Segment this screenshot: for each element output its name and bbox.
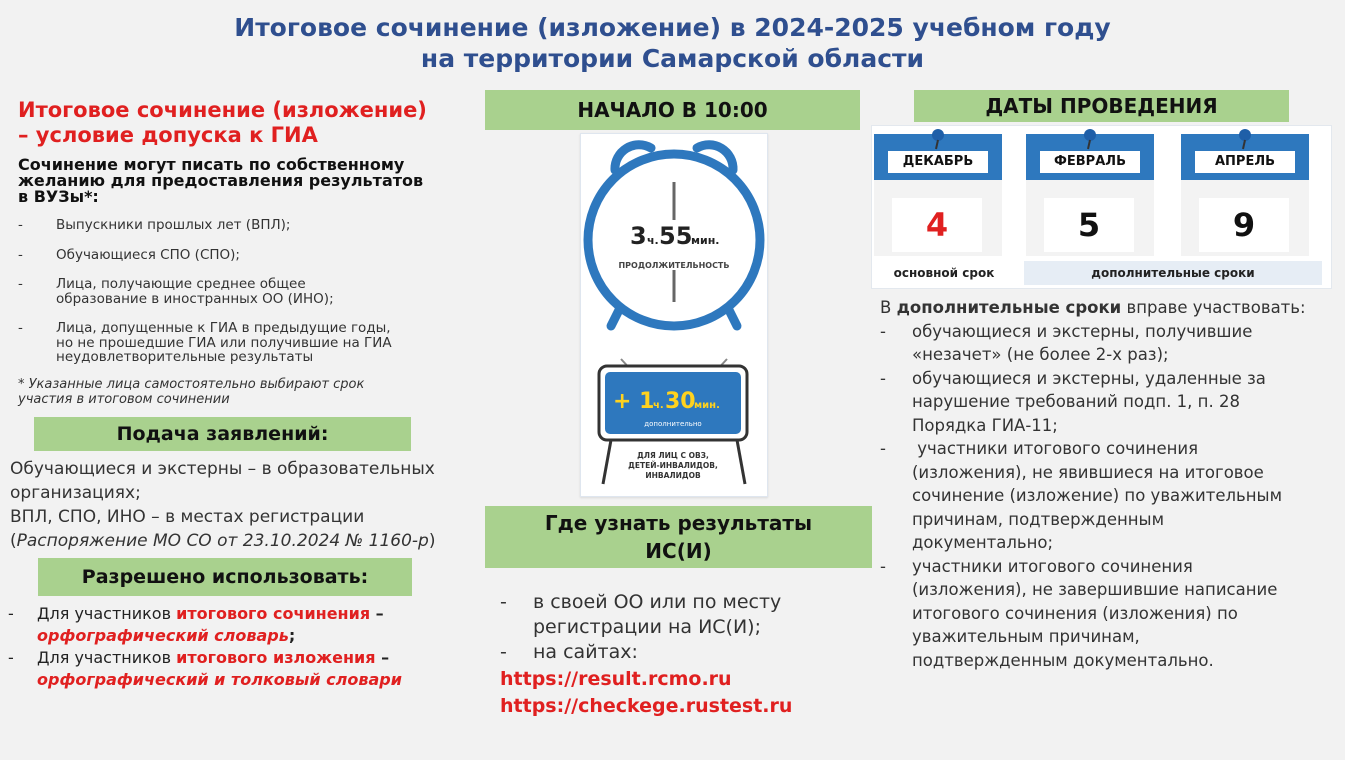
list-item-line: участники итогового сочинения [912, 556, 1193, 576]
hours-unit: ч. [647, 234, 659, 247]
paren-open: ( [10, 531, 17, 551]
text: – [375, 648, 390, 667]
list-item-line: Обучающиеся СПО (СПО); [56, 246, 240, 263]
list-item-line: (изложения), не завершившие написание [912, 580, 1278, 599]
list-item-line: в своей ОО или по месту [533, 591, 782, 613]
admission-heading-line-2: – условие допуска к ГИА [18, 123, 318, 147]
list-item-line [37, 625, 478, 647]
dates-calendar-panel [871, 125, 1332, 289]
submit-heading: Подача заявлений: [34, 417, 411, 451]
alarm-clock-icon [581, 134, 767, 496]
list-item-line: но не прошедшие ГИА или получившие на ГИА [56, 334, 392, 351]
page-title [0, 12, 1345, 74]
list-item-line: обучающиеся и экстерны, получившие [912, 321, 1253, 341]
dates-heading: ДАТЫ ПРОВЕДЕНИЯ [914, 90, 1289, 122]
text: ; [288, 626, 296, 645]
extra-terms-label: дополнительные сроки [1024, 261, 1322, 285]
calendar-card-february [1026, 134, 1154, 256]
dash-marker: - [8, 648, 14, 667]
results-list [500, 590, 845, 665]
list-item-line: Порядка ГИА-11; [912, 415, 1058, 435]
list-item [500, 640, 845, 665]
list-item [18, 248, 473, 263]
extra-minutes-unit: мин. [694, 400, 720, 411]
calendar-day: 5 [1044, 198, 1134, 252]
results-heading [485, 506, 872, 568]
list-item-line: образование в иностранных ОО (ИНО); [56, 290, 334, 307]
title-line-1: Итоговое сочинение (изложение) в 2024-2025 учебном году [234, 13, 1111, 42]
presentation-highlight: итогового изложения [176, 648, 376, 667]
list-item-line: уважительным причинам, [912, 627, 1140, 646]
text: В [880, 298, 897, 317]
dash-marker: - [18, 276, 23, 292]
minutes-unit: мин. [691, 234, 720, 247]
extra-for-line-2: ДЕТЕЙ-ИНВАЛИДОВ, [628, 461, 718, 470]
extra-terms-list [880, 320, 1340, 673]
dash-marker: - [500, 591, 507, 613]
pushpin-icon [1082, 128, 1098, 150]
duration-infographic [580, 133, 768, 497]
extra-terms-info [880, 296, 1340, 672]
list-item-line: участники итогового сочинения [912, 439, 1199, 458]
pushpin-icon [1237, 128, 1253, 150]
list-item-line: Лица, допущенные к ГИА в предыдущие годы, [56, 320, 391, 336]
submit-text [10, 457, 488, 553]
footnote-line-1: * Указанные лица самостоятельно выбирают срок [18, 377, 365, 392]
extra-for-line-1: ДЛЯ ЛИЦ С ОВЗ, [637, 451, 709, 460]
submit-line-1: Обучающиеся и экстерны – в образовательных [10, 459, 435, 479]
dash-marker: - [18, 246, 23, 263]
paren-close: ) [428, 531, 436, 551]
results-link-checkege[interactable]: https://checkege.rustest.ru [500, 695, 793, 717]
list-item-line [37, 669, 478, 691]
list-item-line [37, 647, 478, 669]
admission-heading [18, 98, 468, 148]
calendar-card-april [1181, 134, 1309, 256]
dash-marker: - [18, 320, 23, 336]
order-reference: Распоряжение МО СО от 23.10.2024 № 1160-р [16, 531, 429, 551]
list-item-line: причинам, подтвержденным [912, 509, 1165, 529]
extra-minutes: 30 [665, 389, 696, 414]
list-item-line: «незачет» (не более 2-х раз); [912, 345, 1169, 364]
allowed-list [8, 603, 478, 691]
list-item [880, 437, 1340, 555]
list-item-line: регистрации на ИС(И); [533, 616, 761, 638]
voluntary-list [18, 218, 473, 380]
main-term-label: основной срок [893, 266, 995, 280]
list-item-line: на сайтах: [533, 641, 638, 663]
dash-marker: - [880, 556, 886, 576]
submit-line-4 [10, 529, 488, 553]
text: вправе участвовать: [1121, 298, 1306, 317]
dictionary-highlight: орфографический словарь [37, 626, 289, 645]
footnote [18, 377, 473, 407]
dash-marker: - [8, 604, 14, 623]
dash-marker: - [500, 641, 507, 663]
text: Для участников [37, 604, 177, 623]
voluntary-intro [18, 157, 478, 205]
list-item [18, 321, 473, 365]
calendar-card-december [874, 134, 1002, 256]
extra-terms-emphasis: дополнительные сроки [896, 298, 1122, 317]
start-time-heading: НАЧАЛО В 10:00 [485, 90, 860, 130]
extra-terms-intro [880, 296, 1340, 320]
text: – [370, 604, 384, 623]
duration-label: ПРОДОЛЖИТЕЛЬНОСТЬ [618, 261, 730, 270]
results-heading-line-1: Где узнать результаты [544, 511, 813, 535]
list-item-line [37, 603, 478, 625]
essay-highlight: итогового сочинения [176, 604, 371, 623]
list-item-line: обучающиеся и экстерны, удаленные за [912, 368, 1266, 388]
dictionaries-highlight: орфографический и толковый словари [37, 670, 402, 689]
voluntary-intro-line-3: в ВУЗы*: [18, 187, 99, 206]
results-link-rcmo[interactable]: https://result.rcmo.ru [500, 668, 732, 690]
voluntary-intro-line-1: Сочинение могут писать по собственному [18, 155, 405, 174]
dash-marker: - [880, 368, 886, 388]
dash-marker: - [880, 321, 886, 341]
list-item-line: подтвержденным документально. [912, 650, 1214, 670]
extra-label: дополнительно [644, 420, 702, 428]
list-item [880, 555, 1340, 673]
footnote-line-2: участия в итоговом сочинении [18, 392, 230, 407]
list-item [880, 367, 1340, 438]
list-item [8, 647, 478, 691]
list-item-line: Выпускники прошлых лет (ВПЛ); [56, 217, 291, 233]
list-item [880, 320, 1340, 367]
duration-minutes: 55 [659, 222, 693, 250]
list-item [500, 590, 845, 640]
submit-line-2: организациях; [10, 483, 141, 503]
list-item-line: сочинение (изложение) по уважительным [912, 486, 1283, 505]
list-item [18, 218, 473, 233]
list-item-line: нарушение требований подп. 1, п. 28 [912, 392, 1240, 411]
list-item-line: итогового сочинения (изложения) по [912, 603, 1238, 623]
allowed-heading: Разрешено использовать: [38, 558, 412, 596]
duration-hours: 3 [630, 222, 647, 250]
calendar-month: ФЕВРАЛЬ [1040, 151, 1140, 173]
dash-marker: - [18, 217, 23, 233]
calendar-month: ДЕКАБРЬ [888, 151, 988, 173]
title-line-2: на территории Самарской области [420, 44, 925, 73]
extra-hours: + 1 [613, 389, 655, 414]
list-item-line: неудовлетворительные результаты [56, 349, 314, 365]
list-item [8, 603, 478, 647]
text: Для участников [37, 648, 177, 667]
calendar-day: 9 [1199, 198, 1289, 252]
calendar-month: АПРЕЛЬ [1195, 151, 1295, 173]
extra-for-line-3: ИНВАЛИДОВ [645, 471, 701, 480]
pushpin-icon [930, 128, 946, 150]
list-item-line: (изложения), не явившиеся на итоговое [912, 462, 1264, 482]
list-item-line: документально; [912, 533, 1054, 552]
submit-line-3: ВПЛ, СПО, ИНО – в местах регистрации [10, 507, 365, 527]
results-heading-line-2: ИС(И) [645, 539, 712, 563]
calendar-day: 4 [892, 198, 982, 252]
admission-heading-line-1: Итоговое сочинение (изложение) [18, 98, 427, 122]
extra-hours-unit: ч. [653, 400, 664, 411]
dash-marker: - [880, 439, 886, 458]
voluntary-intro-line-2: желанию для предоставления результатов [18, 171, 424, 190]
list-item [18, 277, 473, 306]
list-item-line: Лица, получающие среднее общее [56, 276, 306, 292]
